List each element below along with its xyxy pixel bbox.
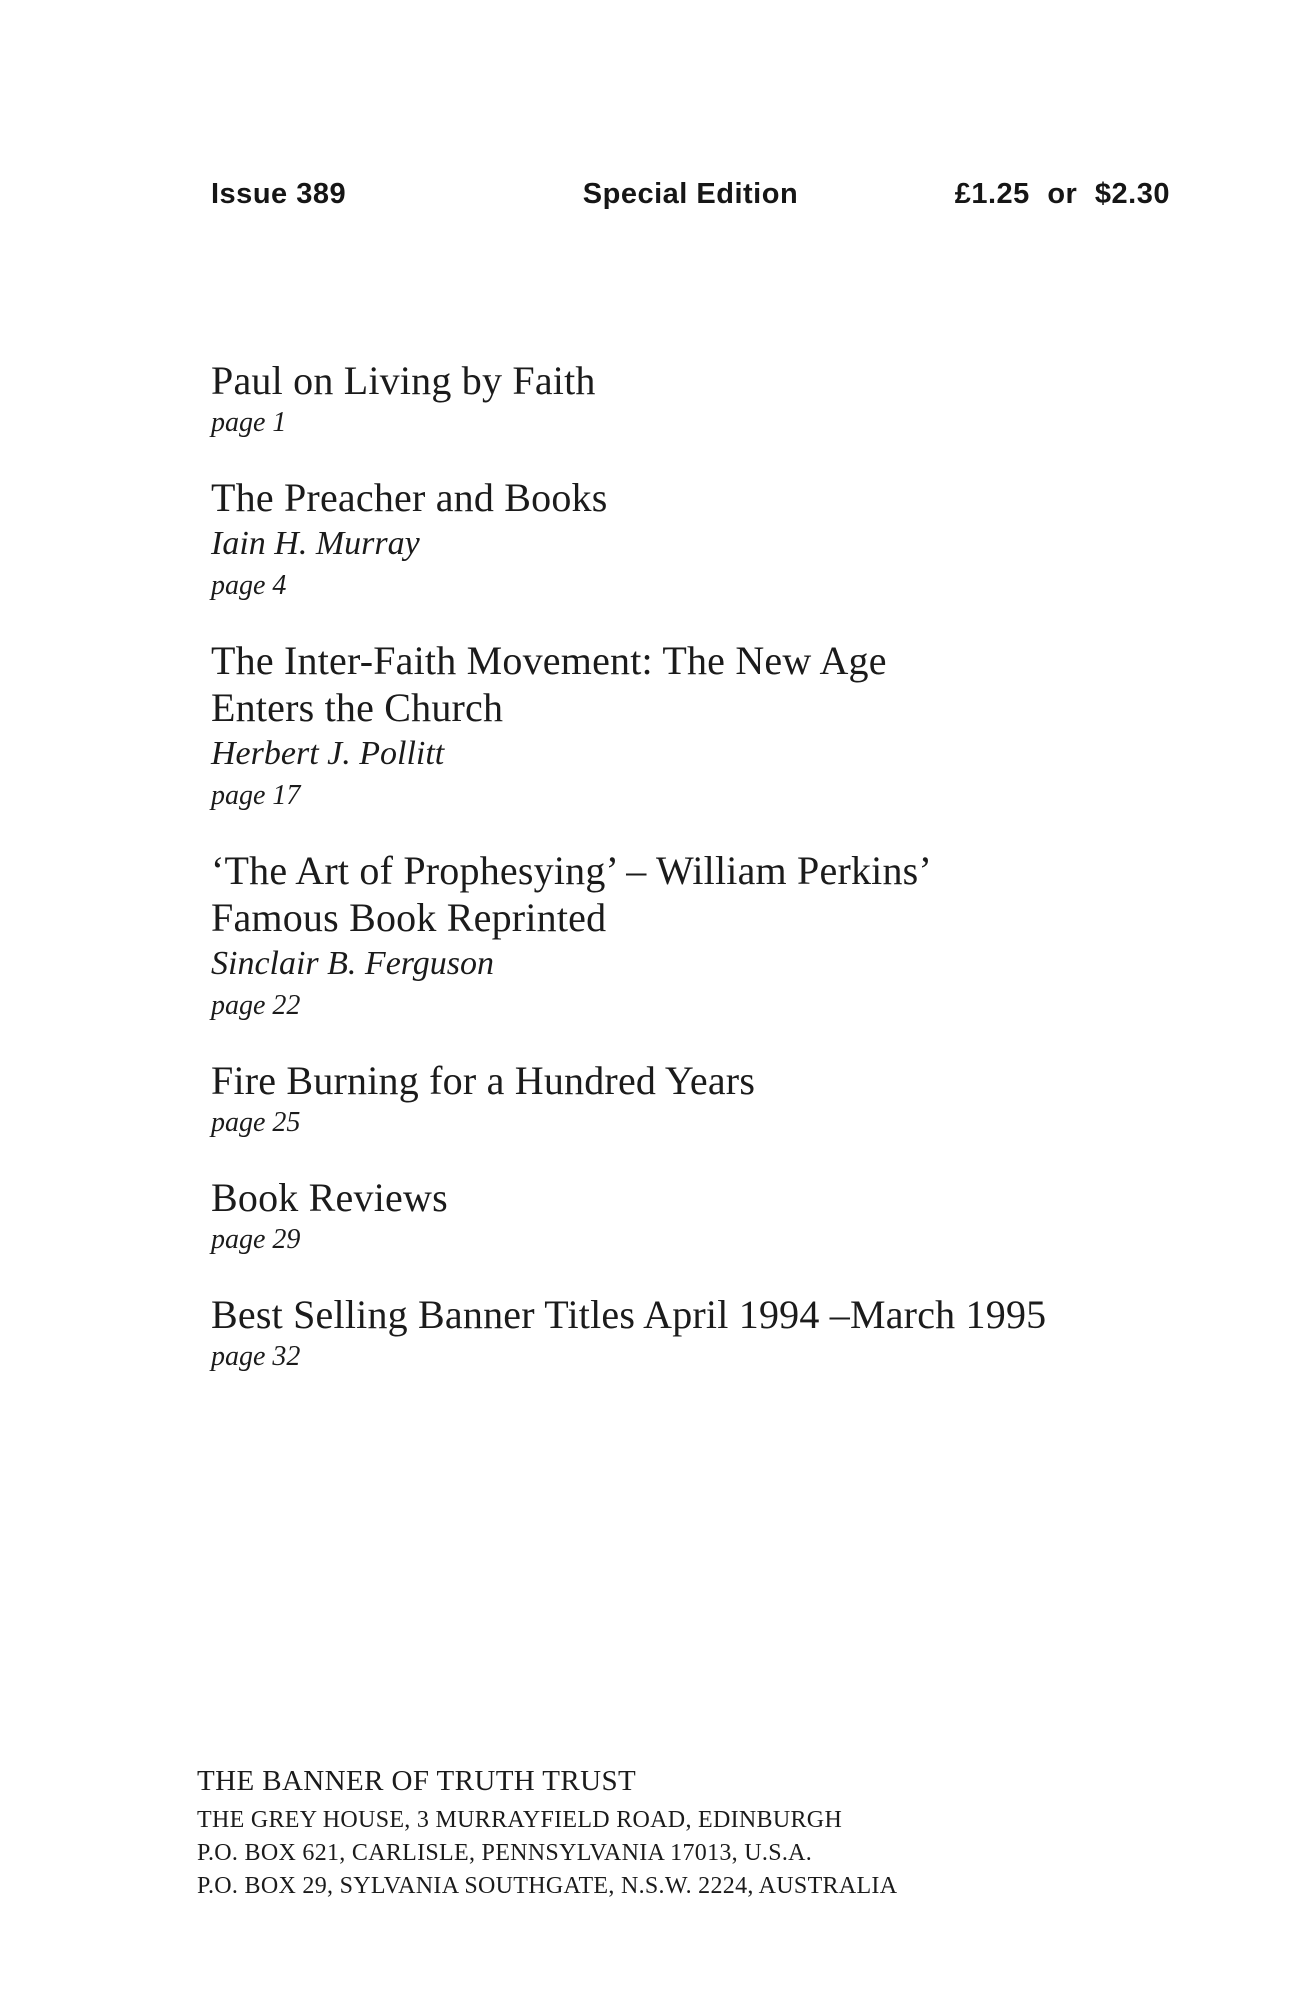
article-page-ref: page 25 [211,1107,301,1138]
publisher-name: THE BANNER OF TRUTH TRUST [197,1765,637,1797]
article-title: The Preacher and Books [211,475,608,520]
toc-item [211,1291,1234,1376]
article-title: Fire Burning for a Hundred Years [211,1058,756,1103]
publisher-address: P.O. BOX 29, SYLVANIA SOUTHGATE, N.S.W. 2224, AUSTRALIA [197,1873,898,1899]
article-page-ref: page 4 [211,570,287,601]
article-author: Sinclair B. Ferguson [211,945,494,982]
article-title: Book Reviews [211,1175,448,1220]
masthead [0,0,1294,211]
publisher-block [0,1762,1294,2000]
price-label: £1.25 or $2.30 [954,178,1170,210]
article-page-ref: page 22 [211,990,301,1021]
article-title: Famous Book Reprinted [211,895,607,940]
edition-label: Special Edition [582,178,799,210]
article-title: Enters the Church [211,685,504,730]
publisher-address: THE GREY HOUSE, 3 MURRAYFIELD ROAD, EDINBURGH [197,1807,843,1833]
toc-item [211,357,1234,442]
publisher-address: P.O. BOX 621, CARLISLE, PENNSYLVANIA 17013, U.S.A. [197,1840,813,1866]
toc-item [211,637,1234,815]
article-author: Iain H. Murray [211,525,420,562]
article-page-ref: page 29 [211,1224,301,1255]
article-title: ‘The Art of Prophesying’ – William Perkins’ [211,848,932,893]
article-page-ref: page 32 [211,1341,301,1372]
toc-item [211,1057,1234,1142]
article-page-ref: page 17 [211,780,301,811]
issue-number: Issue 389 [211,178,347,210]
table-of-contents [0,357,1294,1408]
toc-item [211,1174,1234,1259]
article-page-ref: page 1 [211,407,287,438]
toc-item [211,474,1234,605]
article-title: The Inter-Faith Movement: The New Age [211,638,887,683]
article-author: Herbert J. Pollitt [211,735,445,772]
article-title: Best Selling Banner Titles April 1994 –March 1995 [211,1292,1047,1337]
toc-item [211,847,1234,1025]
article-title: Paul on Living by Faith [211,358,596,403]
